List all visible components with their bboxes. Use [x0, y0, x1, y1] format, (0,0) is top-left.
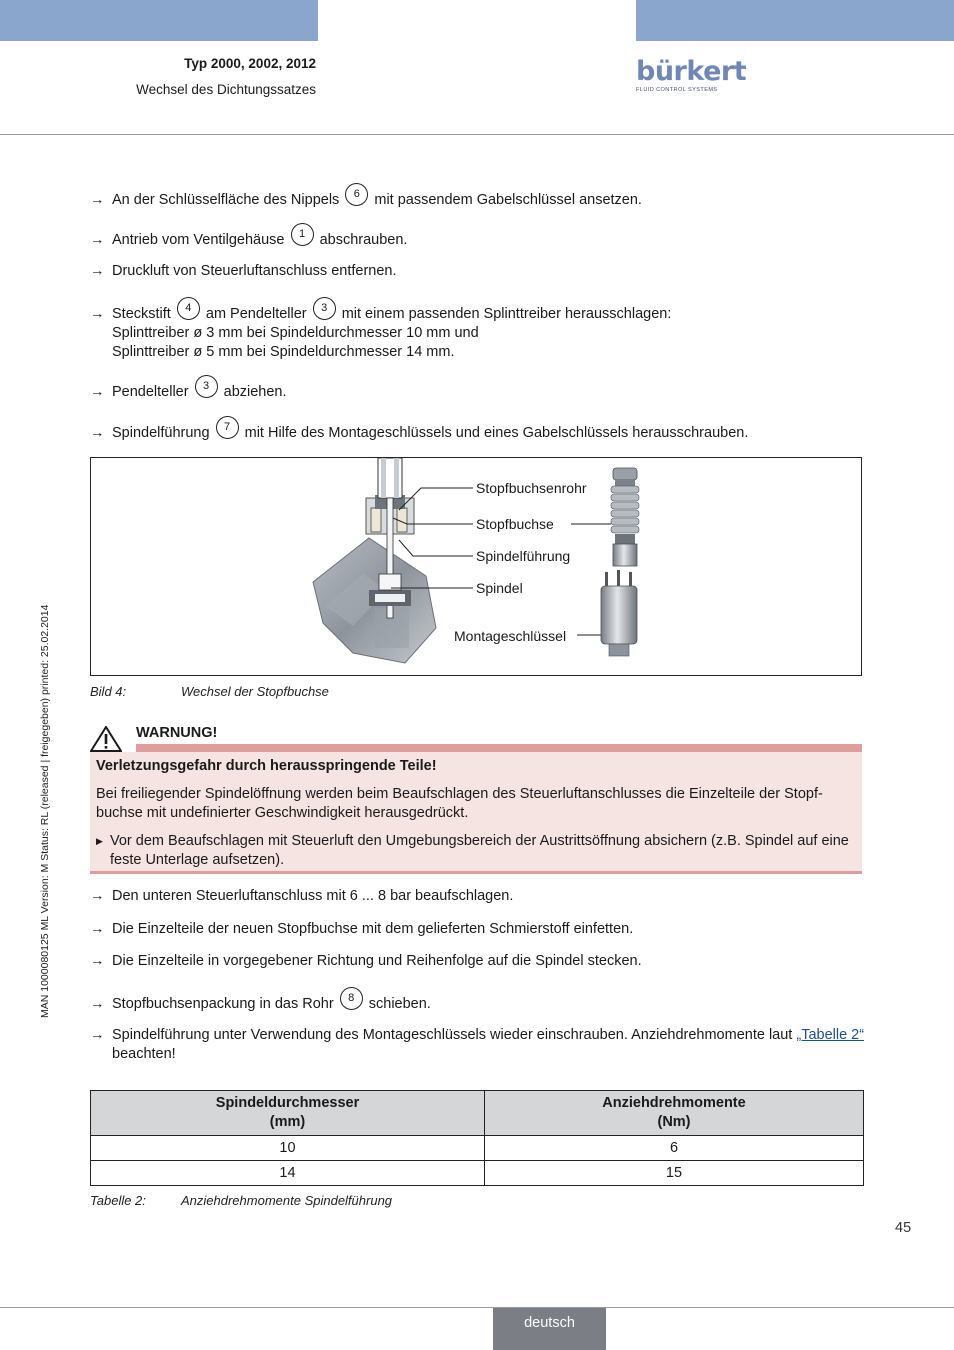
label-stopfbuchsenrohr: Stopfbuchsenrohr [476, 480, 587, 496]
step-item: → An der Schlüsselfläche des Nippels 6 mit passendem Gabelschlüssel ansetzen. [90, 183, 870, 210]
part-number-badge: 6 [345, 183, 368, 206]
document-title: Typ 2000, 2002, 2012 [184, 56, 316, 71]
header-bar-left [0, 0, 318, 41]
brand-logo [636, 56, 747, 98]
arrow-icon: → [90, 232, 105, 248]
warning-paragraph: Bei freiliegender Spindelöffnung werden beim Beaufschlagen des Steuerluftanschlusses die Einzelteile der Stopf-buchse mit undefinierter Geschwindigkeit herausgedrückt. [96, 786, 823, 821]
table-row [91, 1136, 864, 1161]
part-number-badge: 4 [177, 297, 200, 320]
part-number-badge: 3 [195, 375, 218, 398]
warning-heading: Verletzungsgefahr durch herausspringende Teile! [96, 758, 437, 774]
section-subtitle: Wechsel des Dichtungssatzes [136, 82, 316, 97]
figure-caption-text: Wechsel der Stopfbuchse [181, 684, 329, 699]
warning-accent-rule [136, 744, 862, 752]
column-header-spindeldurchmesser: Spindeldurchmesser (mm) [91, 1091, 485, 1136]
label-montageschluessel: Montageschlüssel [454, 628, 567, 644]
spindle-assembly [366, 458, 414, 618]
logo-wordmark: bürkert [636, 56, 747, 87]
arrow-icon: → [90, 425, 105, 441]
step-item: → Pendelteller 3 abziehen. [90, 375, 870, 402]
step-item: → Stopfbuchsenpackung in das Rohr 8 schieben. [90, 987, 870, 1014]
label-stopfbuchse: Stopfbuchse [476, 516, 554, 532]
table-header-row [91, 1091, 864, 1136]
arrow-icon: → [90, 996, 105, 1012]
language-tab: deutsch [493, 1308, 606, 1350]
table-row [91, 1161, 864, 1186]
mounting-key [601, 570, 637, 656]
warning-title: WARNUNG! [136, 725, 218, 741]
bullet-triangle-icon: ▶ [96, 836, 103, 846]
table-cell: 15 [485, 1161, 864, 1186]
arrow-icon: → [90, 888, 105, 904]
header-bar-right [636, 0, 954, 41]
figure-caption-label: Bild 4: [90, 684, 127, 699]
figure-box [90, 457, 862, 676]
step-item: → Spindelführung 7 mit Hilfe des Montageschlüssels und eines Gabelschlüssels herausschrauben. [90, 416, 870, 443]
stuffing-box-parts [611, 468, 639, 566]
arrow-icon: → [90, 192, 105, 208]
step-item: → Antrieb vom Ventilgehäuse 1 abschrauben. [90, 223, 870, 250]
part-number-badge: 3 [313, 297, 336, 320]
table-caption-label: Tabelle 2: [90, 1193, 146, 1208]
page-number: 45 [895, 1220, 912, 1236]
step-item: → Die Einzelteile in vorgegebener Richtung und Reihenfolge auf die Spindel stecken. [90, 953, 642, 969]
arrow-icon: → [90, 921, 105, 937]
warning-bullet: ▶ Vor dem Beaufschlagen mit Steuerluft den Umgebungsbereich der Austrittsöffnung absichern (z.B. Spindel auf eine feste Unterlage aufsetzen). [96, 833, 849, 868]
header-divider [0, 134, 954, 135]
label-spindel: Spindel [476, 580, 523, 596]
torque-table [90, 1090, 864, 1186]
label-spindelfuehrung: Spindelführung [476, 548, 571, 564]
step-item: → Steckstift 4 am Pendelteller 3 mit einem passenden Splinttreiber herausschlagen: Splinttreiber ø 3 mm bei Spindeldurchmesser 10 mm und Splinttreiber ø 5 mm bei Spindeldurchmesser 14 mm. [90, 297, 870, 362]
table-cell: 14 [91, 1161, 485, 1186]
step-item: → Druckluft von Steuerluftanschluss entfernen. [90, 263, 397, 279]
table-2-link[interactable]: „Tabelle 2“ [796, 1027, 865, 1043]
document-status-note: MAN 1000080125 ML Version: M Status: RL (released | freigegeben) printed: 25.02.2014 [39, 604, 51, 1018]
arrow-icon: → [90, 384, 105, 400]
step-item: → Spindelführung unter Verwendung des Montageschlüssels wieder einschrauben. Anziehdrehmomente laut „Tabelle 2“ beachten! [90, 1027, 865, 1062]
arrow-icon: → [90, 263, 105, 279]
part-number-badge: 1 [291, 223, 314, 246]
warning-box [90, 752, 862, 874]
step-item: → Den unteren Steuerluftanschluss mit 6 ... 8 bar beaufschlagen. [90, 888, 514, 904]
arrow-icon: → [90, 953, 105, 969]
part-number-badge: 7 [216, 416, 239, 439]
footer-divider [0, 1307, 954, 1308]
table-cell: 6 [485, 1136, 864, 1161]
arrow-icon: → [90, 1027, 105, 1043]
table-cell: 10 [91, 1136, 485, 1161]
warning-header [90, 722, 862, 752]
arrow-icon: → [90, 306, 105, 322]
warning-triangle-icon [90, 726, 122, 752]
logo-tagline: FLUID CONTROL SYSTEMS [636, 87, 718, 93]
part-number-badge: 8 [340, 987, 363, 1010]
table-caption-text: Anziehdrehmomente Spindelführung [181, 1193, 393, 1208]
step-item: → Die Einzelteile der neuen Stopfbuchse mit dem gelieferten Schmierstoff einfetten. [90, 921, 634, 937]
column-header-anziehdrehmomente: Anziehdrehmomente (Nm) [485, 1091, 864, 1136]
